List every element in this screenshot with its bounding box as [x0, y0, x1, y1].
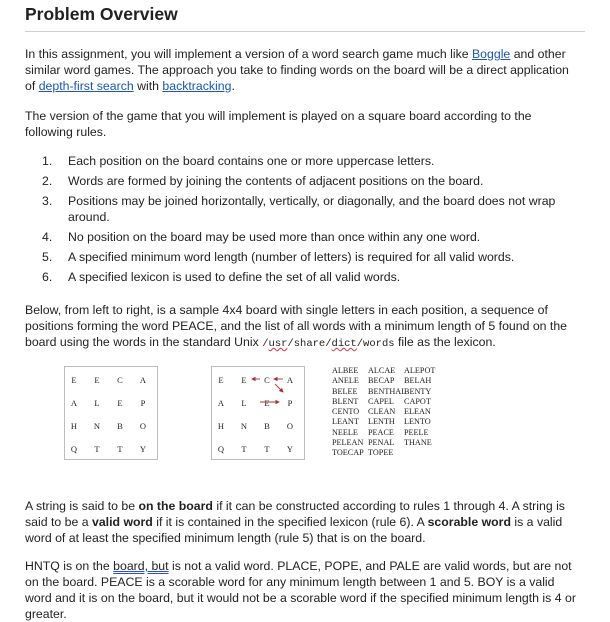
peace-path-board [211, 366, 305, 460]
board-cell: A [217, 398, 225, 408]
word-item: ANELE [332, 376, 359, 386]
page-title: Problem Overview [25, 4, 178, 24]
word-item: LENTO [404, 417, 431, 427]
word-item: BELAH [404, 376, 432, 386]
word-item: PEELE [404, 427, 429, 437]
board-cell: Q [217, 444, 225, 454]
rule-item [42, 153, 562, 169]
word-item: LEANT [332, 417, 359, 427]
path-part: /share/ [287, 338, 332, 350]
board-cell: N [93, 421, 101, 431]
board-cell: A [286, 375, 294, 385]
board-cell: N [240, 421, 248, 431]
board-cell: E [264, 398, 270, 408]
sample-description-paragraph [25, 302, 581, 352]
word-item: BENTHAL [368, 386, 407, 396]
board-cell: H [217, 421, 225, 431]
sample-text-1: Below, from left to right, is a sample 4x4 board with single letters in each position, a sequence of positions forming the word PEACE, and the list of all words with a minimum length of 5 found on the board using the words in the standard Unix [25, 303, 568, 349]
intro-text-4: . [231, 79, 235, 93]
rule-number: 4. [42, 230, 53, 244]
board-cell: E [117, 398, 123, 408]
examples-text-2: is not a valid word. PLACE, POPE, and PALE are valid words, but are not on the board. PEACE is a scorable word for any minimum length between 1 and 5. BOY is a valid word and it is on the board, but it would not be a scorable word if the specified minimum length is 4 or greater. [25, 559, 576, 621]
board-cell: A [139, 375, 147, 385]
path-part: / [262, 338, 269, 350]
board-cell: E [71, 375, 77, 385]
intro-text-2: and other similar word games. The approach you take to finding words on the board will be a direct application of [25, 47, 569, 93]
board-cell: Q [70, 444, 78, 454]
lexicon-path [262, 338, 394, 350]
board-cell: E [94, 375, 100, 385]
board-cell: P [140, 398, 146, 408]
board-cell: C [264, 375, 270, 385]
word-item: THANE [404, 438, 432, 448]
word-item: LENTH [368, 417, 395, 427]
word-item: CAPEL [368, 396, 394, 406]
word-item: ELEAN [404, 407, 431, 417]
board-cell: T [117, 444, 123, 454]
board-cell: Y [286, 444, 294, 454]
intro-text-3: with [133, 79, 163, 93]
rule-text: A specified lexicon is used to define the set of all valid words. [68, 270, 401, 284]
term-scorable-word: scorable word [427, 515, 511, 529]
rules-list [42, 153, 562, 289]
defs-text-2: if it can be constructed according to rules 1 through 4. A string is said to be a [25, 499, 565, 529]
definitions-paragraph [25, 498, 581, 546]
boggle-link[interactable]: Boggle [471, 47, 511, 61]
rule-number: 5. [42, 250, 53, 264]
word-item: BECAP [368, 376, 395, 386]
examples-text-1: HNTQ is on the [25, 559, 114, 573]
defs-text-3: if it is contained in the specified lexicon (rule 6). A [152, 515, 428, 529]
board-cell: C [117, 375, 123, 385]
rule-text: Words are formed by joining the contents of adjacent positions on the board. [68, 174, 484, 188]
defs-text-4: is a valid word of at least the specified minimum length (rule 5) that is on the board. [25, 515, 563, 545]
board-cell: L [94, 398, 100, 408]
depth-first-search-link[interactable]: depth-first search [38, 79, 134, 93]
word-item: NEELE [332, 427, 358, 437]
board-cell: O [286, 421, 294, 431]
rule-item [42, 193, 562, 225]
board-cell: O [139, 421, 147, 431]
term-on-the-board: on the board [138, 499, 213, 513]
path-arrow-e-to-a [275, 384, 283, 392]
sample-board [64, 366, 158, 460]
board-cell: E [241, 375, 247, 385]
word-item: ALCAE [368, 366, 396, 375]
path-part: dict [331, 338, 357, 350]
title-divider [25, 31, 585, 32]
rule-item [42, 229, 562, 245]
peace-path-arrows [212, 367, 304, 459]
rule-number: 3. [42, 194, 53, 208]
rule-number: 6. [42, 270, 53, 284]
word-item: CLEAN [368, 407, 396, 417]
backtracking-link[interactable]: backtracking [162, 79, 232, 93]
rule-item [42, 249, 562, 265]
rule-text: A specified minimum word length (number of letters) is required for all valid words. [68, 250, 515, 264]
board-cell: T [241, 444, 247, 454]
path-part: /words [356, 338, 395, 350]
rule-item [42, 173, 562, 189]
valid-word-list [332, 366, 440, 459]
word-item: BLENT [332, 396, 359, 406]
word-item: CAPOT [404, 396, 431, 406]
word-item: PENAL [368, 438, 395, 448]
board-cell: Y [139, 444, 147, 454]
sample-text-2: file as the lexicon. [394, 335, 496, 349]
board-cell: T [264, 444, 270, 454]
word-item: TOECAP [332, 448, 364, 458]
word-item: ALBEE [332, 366, 359, 375]
rule-item [42, 269, 562, 285]
path-part: usr [268, 338, 288, 350]
word-item: TOPEE [368, 448, 394, 458]
board-cell: E [218, 375, 224, 385]
word-item: BENTY [404, 386, 432, 396]
word-item: BELEE [332, 386, 358, 396]
word-item: PELEAN [332, 438, 364, 448]
rule-text: Positions may be joined horizontally, vertically, or diagonally, and the board does not wrap around. [68, 194, 556, 224]
word-item: ALEPOT [404, 366, 436, 375]
rule-text: Each position on the board contains one or more uppercase letters. [68, 154, 435, 168]
grammar-flag: board, but [113, 559, 169, 573]
board-cell: H [70, 421, 78, 431]
board-cell: A [70, 398, 78, 408]
board-cell: L [241, 398, 247, 408]
examples-paragraph [25, 558, 581, 622]
rule-text: No position on the board may be used more than once within any one word. [68, 230, 481, 244]
board-cell: P [287, 398, 293, 408]
word-item: PEACE [368, 427, 394, 437]
term-valid-word: valid word [92, 515, 153, 529]
rule-number: 2. [42, 174, 53, 188]
intro-paragraph [25, 46, 581, 94]
board-cell: T [94, 444, 100, 454]
word-item: CENTO [332, 407, 360, 417]
board-cell: B [264, 421, 270, 431]
defs-text-1: A string is said to be [25, 499, 139, 513]
rule-number: 1. [42, 154, 53, 168]
version-paragraph: The version of the game that you will implement is played on a square board according to the following rules. [25, 109, 532, 139]
board-cell: B [117, 421, 123, 431]
intro-text-1: In this assignment, you will implement a version of a word search game much like [25, 47, 472, 61]
